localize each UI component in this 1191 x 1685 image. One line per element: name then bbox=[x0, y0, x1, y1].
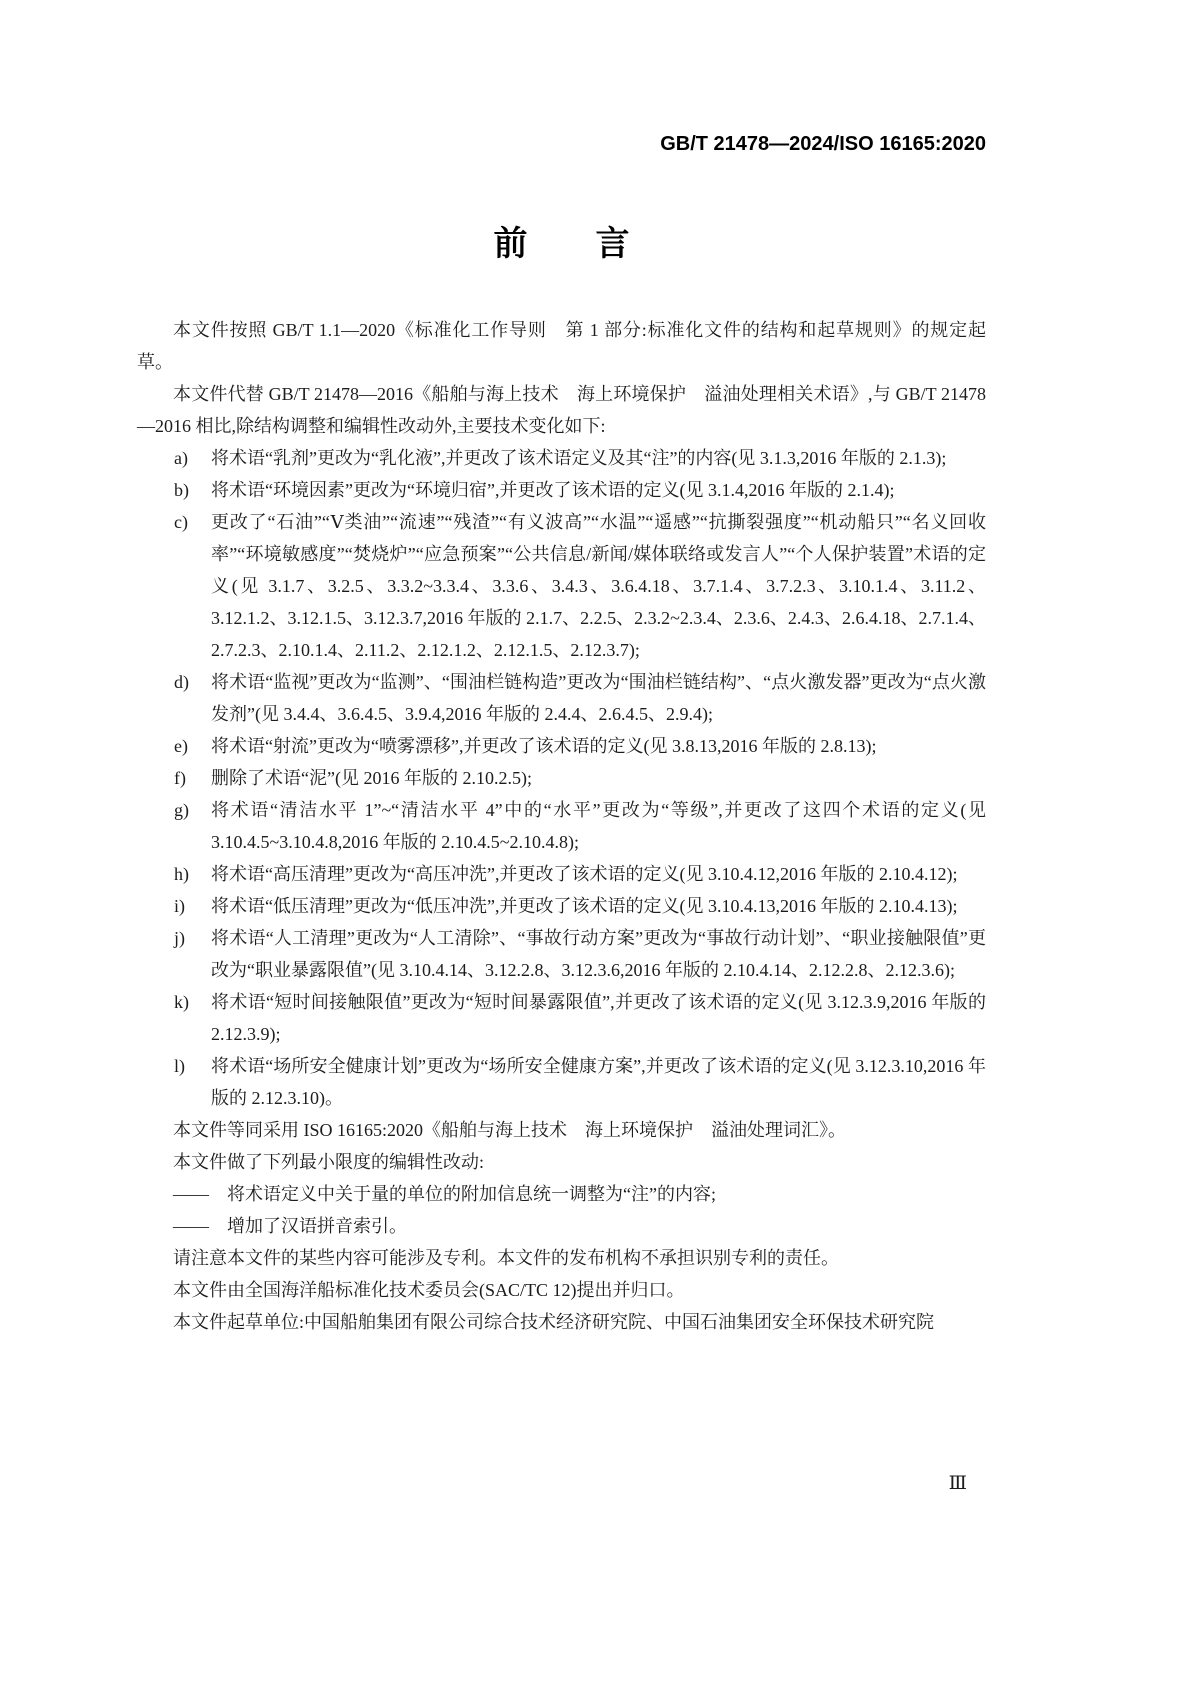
change-list-item bbox=[137, 986, 986, 1050]
list-item-label: f) bbox=[174, 768, 186, 788]
list-item-text: 将术语“高压清理”更改为“高压冲洗”,并更改了该术语的定义(见 3.10.4.12,2016 年版的 2.10.4.12); bbox=[211, 864, 958, 884]
list-item-text: 删除了术语“泥”(见 2016 年版的 2.10.2.5); bbox=[211, 768, 532, 788]
list-item-label: k) bbox=[174, 992, 189, 1012]
change-list-item bbox=[137, 922, 986, 986]
list-item-text: 将术语“环境因素”更改为“环境归宿”,并更改了该术语的定义(见 3.1.4,2016 年版的 2.1.4); bbox=[211, 480, 895, 500]
change-list-item bbox=[137, 474, 986, 506]
list-item-label: a) bbox=[174, 448, 188, 468]
page-title: 前 言 bbox=[493, 225, 630, 263]
list-item-text: 将术语“乳剂”更改为“乳化液”,并更改了该术语定义及其“注”的内容(见 3.1.3,2016 年版的 2.1.3); bbox=[211, 448, 947, 468]
list-item-label: l) bbox=[174, 1056, 185, 1076]
foreword-content bbox=[137, 314, 986, 1338]
change-list-item bbox=[137, 730, 986, 762]
list-item-text: 将术语“监视”更改为“监测”、“围油栏链构造”更改为“围油栏链结构”、“点火激发器”更改为“点火激发剂”(见 3.4.4、3.6.4.5、3.9.4,2016 年版的 2.4.4、2.6.4.5、2.9.4); bbox=[211, 672, 986, 724]
change-list-item bbox=[137, 666, 986, 730]
change-list-item bbox=[137, 762, 986, 794]
list-item-label: h) bbox=[174, 864, 189, 884]
list-item-label: d) bbox=[174, 672, 189, 692]
change-list-item bbox=[137, 1050, 986, 1114]
dash-item: —— 增加了汉语拼音索引。 bbox=[173, 1216, 407, 1236]
change-list-item bbox=[137, 794, 986, 858]
closing-paragraph: 本文件起草单位:中国船舶集团有限公司综合技术经济研究院、中国石油集团安全环保技术研究院 bbox=[173, 1312, 934, 1332]
list-item-label: e) bbox=[174, 736, 188, 756]
list-item-label: b) bbox=[174, 480, 189, 500]
standard-number: GB/T 21478—2024/ISO 16165:2020 bbox=[660, 133, 986, 155]
closing-paragraph: 本文件做了下列最小限度的编辑性改动: bbox=[173, 1152, 484, 1172]
list-item-text: 更改了“石油”“Ⅴ类油”“流速”“残渣”“有义波高”“水温”“遥感”“抗撕裂强度”“机动船只”“名义回收率”“环境敏感度”“焚烧炉”“应急预案”“公共信息/新闻/媒体联络或发言人”“个人保护装置”术语的定义(见 3.1.7、3.2.5、3.3.2~3.3.4、3.3.6、3.4.3、3.6.4.18、3.7.1.4、3.7.2.3、3.10.1.4、3.11.2、3.12.1.2、3.12.1.5、3.12.3.7,2016 年版的 2.1.7、2.2.5、2.3.2~2.3.4、2.3.6、2.4.3、2.6.4.18、2.7.1.4、2.7.2.3、2.10.1.4、2.11.2、2.12.1.2、2.12.1.5、2.12.3.7); bbox=[211, 512, 986, 660]
list-item-text: 将术语“场所安全健康计划”更改为“场所安全健康方案”,并更改了该术语的定义(见 3.12.3.10,2016 年版的 2.12.3.10)。 bbox=[211, 1056, 986, 1108]
list-item-label: i) bbox=[174, 896, 185, 916]
list-item-text: 将术语“短时间接触限值”更改为“短时间暴露限值”,并更改了该术语的定义(见 3.12.3.9,2016 年版的 2.12.3.9); bbox=[211, 992, 986, 1044]
closing-paragraph: 请注意本文件的某些内容可能涉及专利。本文件的发布机构不承担识别专利的责任。 bbox=[173, 1248, 839, 1268]
change-list-item bbox=[137, 442, 986, 474]
change-list-item bbox=[137, 858, 986, 890]
list-item-text: 将术语“射流”更改为“喷雾漂移”,并更改了该术语的定义(见 3.8.13,2016 年版的 2.8.13); bbox=[211, 736, 877, 756]
list-item-text: 将术语“清洁水平 1”~“清洁水平 4”中的“水平”更改为“等级”,并更改了这四个术语的定义(见 3.10.4.5~3.10.4.8,2016 年版的 2.10.4.5~2.10.4.8); bbox=[211, 800, 986, 852]
list-item-label: c) bbox=[174, 512, 188, 532]
list-item-label: g) bbox=[174, 800, 189, 820]
intro-paragraph: 本文件代替 GB/T 21478—2016《船舶与海上技术 海上环境保护 溢油处理相关术语》,与 GB/T 21478—2016 相比,除结构调整和编辑性改动外,主要技术变化如下: bbox=[137, 384, 986, 436]
list-item-text: 将术语“人工清理”更改为“人工清除”、“事故行动方案”更改为“事故行动计划”、“职业接触限值”更改为“职业暴露限值”(见 3.10.4.14、3.12.2.8、3.12.3.6,2016 年版的 2.10.4.14、2.12.2.8、2.12.3.6); bbox=[211, 928, 986, 980]
list-item-label: j) bbox=[174, 928, 185, 948]
change-list-item bbox=[137, 506, 986, 666]
closing-paragraph: 本文件由全国海洋船标准化技术委员会(SAC/TC 12)提出并归口。 bbox=[173, 1280, 685, 1300]
dash-item: —— 将术语定义中关于量的单位的附加信息统一调整为“注”的内容; bbox=[173, 1184, 716, 1204]
change-list-item bbox=[137, 890, 986, 922]
page-number: Ⅲ bbox=[948, 1473, 967, 1494]
list-item-text: 将术语“低压清理”更改为“低压冲洗”,并更改了该术语的定义(见 3.10.4.13,2016 年版的 2.10.4.13); bbox=[211, 896, 958, 916]
intro-paragraph: 本文件按照 GB/T 1.1—2020《标准化工作导则 第 1 部分:标准化文件的结构和起草规则》的规定起草。 bbox=[137, 320, 986, 372]
closing-paragraph: 本文件等同采用 ISO 16165:2020《船舶与海上技术 海上环境保护 溢油处理词汇》。 bbox=[173, 1120, 847, 1140]
